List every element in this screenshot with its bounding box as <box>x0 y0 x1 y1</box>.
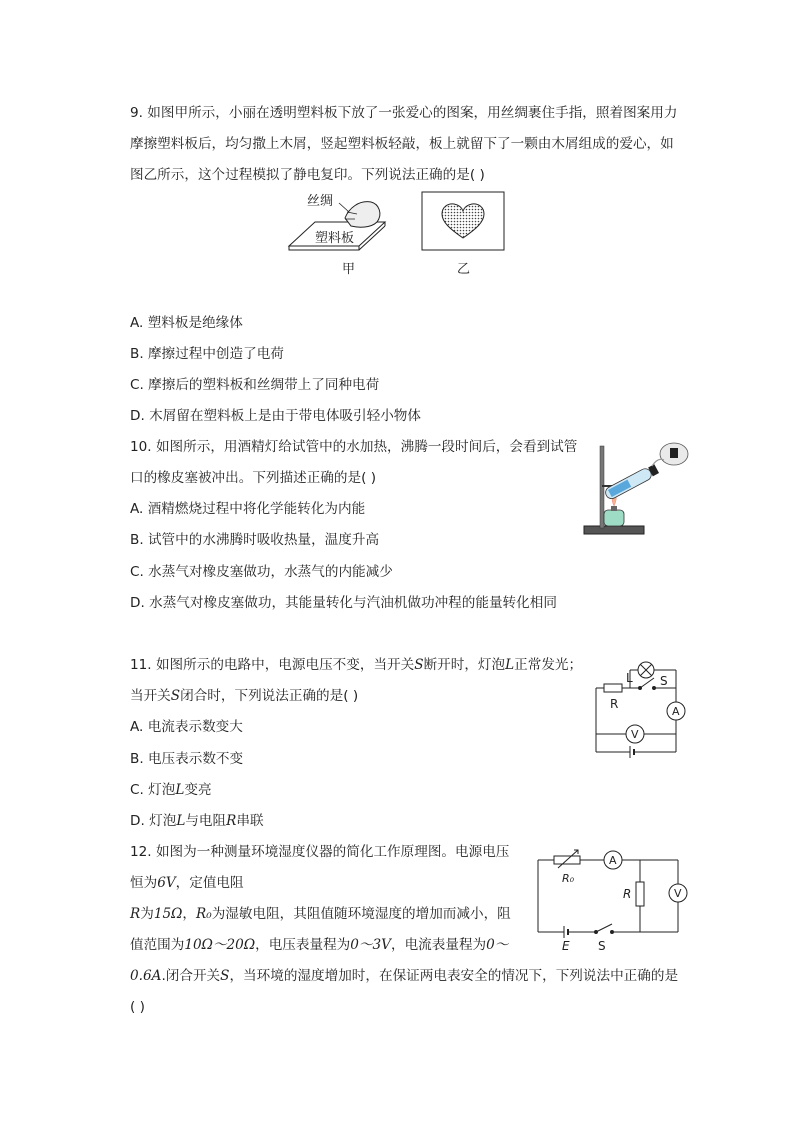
q11-option-a: A. 电流表示数变大 <box>130 719 243 735</box>
q11-option-c: C. 灯泡L变亮 <box>130 782 212 798</box>
q9-figure-silk-label: 丝绸 <box>307 194 334 209</box>
q12-text-line-3: R为15Ω，R₀为湿敏电阻，其阻值随环境湿度的增加而减小，阻 <box>130 906 511 922</box>
q10-option-d: D. 水蒸气对橡皮塞做功，其能量转化与汽油机做功冲程的能量转化相同 <box>130 595 557 611</box>
q12-text-line-2: 恒为6V，定值电阻 <box>130 875 244 891</box>
q10-text-line-2: 口的橡皮塞被冲出。下列描述正确的是( ) <box>130 470 377 486</box>
q10-figure-alcohol-lamp <box>580 440 695 540</box>
q9-text-line-1: 9. 如图甲所示，小丽在透明塑料板下放了一张爱心的图案，用丝绸裹住手指，照着图案用力 <box>130 105 678 121</box>
q11-figure-label-l: L <box>626 671 633 685</box>
q12-text-line-4: 值范围为10Ω～20Ω，电压表量程为0～3V，电流表量程为0～ <box>130 937 509 953</box>
q12-figure-ammeter-label: A <box>609 854 617 867</box>
q9-option-c: C. 摩擦后的塑料板和丝绸带上了同种电荷 <box>130 377 380 393</box>
q12-text-line-5: 0.6A.闭合开关S，当环境的湿度增加时，在保证两电表安全的情况下，下列说法中正确的是 <box>130 968 679 984</box>
q12-figure-label-r: R <box>623 887 632 901</box>
q11-figure-circuit <box>590 656 690 764</box>
q12-figure-label-r0: R₀ <box>562 872 575 885</box>
q11-figure-label-r: R <box>610 697 619 711</box>
q9-option-a: A. 塑料板是绝缘体 <box>130 315 243 331</box>
q9-figure-board-label: 塑料板 <box>315 231 355 246</box>
q9-figure-jia <box>285 188 395 278</box>
q12-figure-voltmeter-label: V <box>674 887 682 900</box>
q9-figure-yi-caption: 乙 <box>457 262 471 277</box>
q10-option-a: A. 酒精燃烧过程中将化学能转化为内能 <box>130 501 366 517</box>
q11-option-d: D. 灯泡L与电阻R串联 <box>130 813 264 829</box>
q11-text-line-1: 11. 如图所示的电路中，电源电压不变，当开关S断开时，灯泡L正常发光； <box>130 657 583 673</box>
q11-text-line-2: 当开关S闭合时，下列说法正确的是( ) <box>130 688 359 704</box>
q9-figure-yi <box>420 190 510 280</box>
q9-option-d: D. 木屑留在塑料板上是由于带电体吸引轻小物体 <box>130 408 421 424</box>
q12-figure-label-s: S <box>598 939 606 953</box>
q12-figure-circuit <box>534 844 694 954</box>
q11-figure-ammeter-label: A <box>672 705 680 718</box>
q10-option-b: B. 试管中的水沸腾时吸收热量，温度升高 <box>130 532 380 548</box>
q10-text-line-1: 10. 如图所示，用酒精灯给试管中的水加热，沸腾一段时间后，会看到试管 <box>130 439 578 455</box>
q11-figure-label-s: S <box>660 674 668 688</box>
q9-figure-jia-caption: 甲 <box>342 262 356 277</box>
q11-option-b: B. 电压表示数不变 <box>130 751 244 767</box>
q12-figure-label-e: E <box>562 939 570 953</box>
q11-figure-voltmeter-label: V <box>631 728 639 741</box>
q12-text-line-1: 12. 如图为一种测量环境湿度仪器的简化工作原理图。电源电压 <box>130 844 510 860</box>
q9-option-b: B. 摩擦过程中创造了电荷 <box>130 346 284 362</box>
q9-text-line-2: 摩擦塑料板后，均匀撒上木屑，竖起塑料板轻敲，板上就留下了一颗由木屑组成的爱心，如 <box>130 136 674 152</box>
q10-option-c: C. 水蒸气对橡皮塞做功，水蒸气的内能减少 <box>130 564 393 580</box>
q12-text-line-6: ( ) <box>130 999 145 1015</box>
q9-text-line-3: 图乙所示，这个过程模拟了静电复印。下列说法正确的是( ) <box>130 167 485 183</box>
